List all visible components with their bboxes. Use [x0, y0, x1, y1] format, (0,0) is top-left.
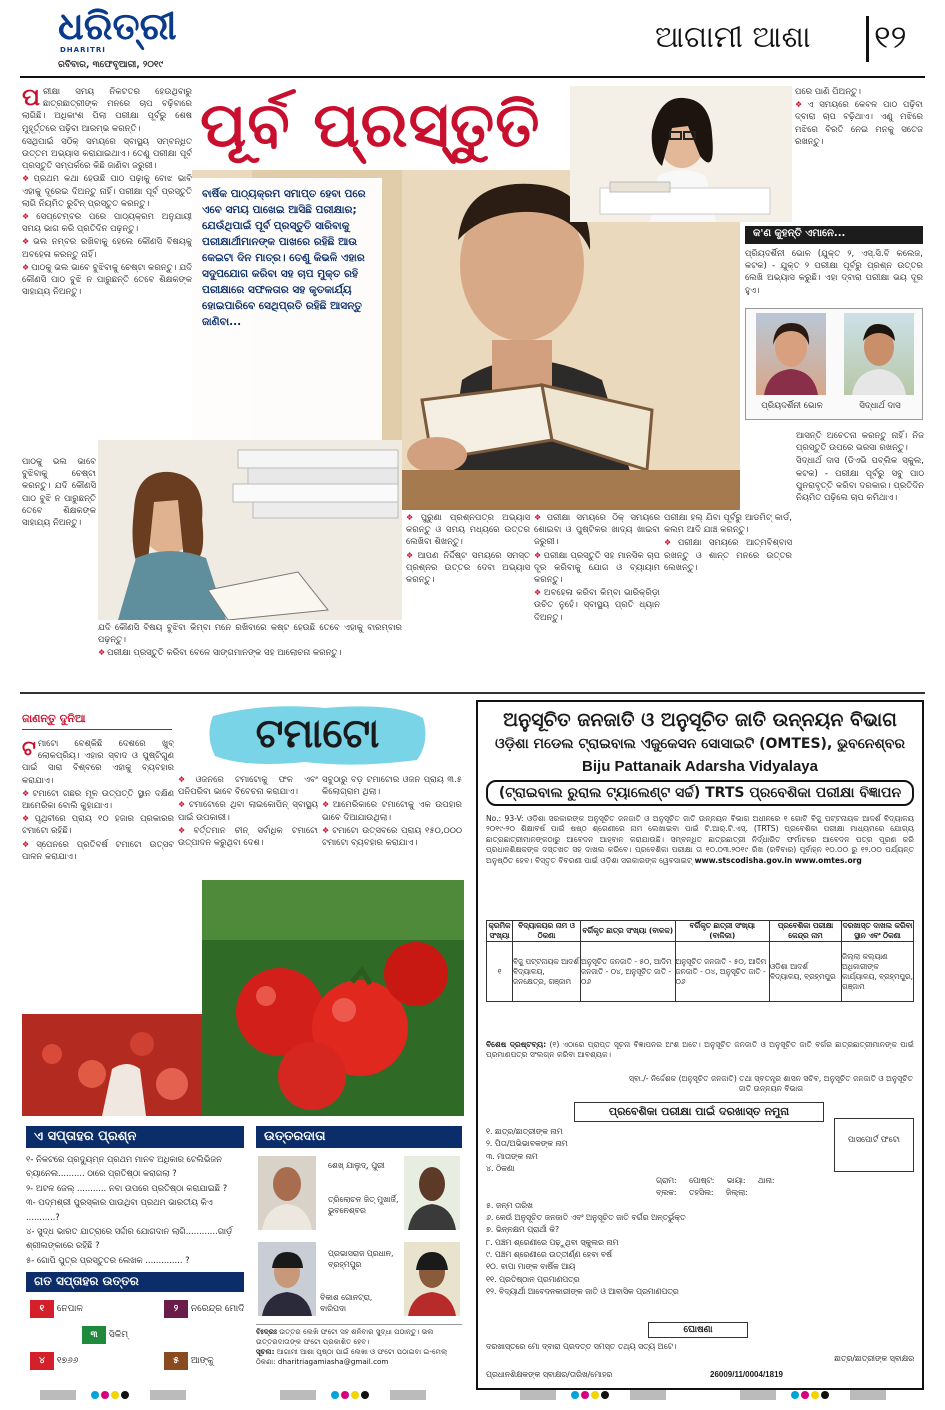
feature-col5 — [664, 512, 792, 684]
feature-para: ସିଦ୍ଧାର୍ଥ ଦାସ (ଡିଏଭି ପବ୍ଲିକ ସ୍କୁଲ, କଟକ) - ପରୀକ୍ଷା ପୂର୍ବରୁ ସବୁ ପାଠ ପୁନରାବୃତ୍ତି କରିବା ଦରକାର। ପ୍ରତିଦିନ ନିୟମିତ ପଢ଼ିଲେ ଚାପ କମିଥାଏ। — [796, 456, 924, 504]
rules-label: ବିଃଦ୍ରଃ — [256, 1327, 277, 1336]
feature-col3 — [406, 512, 530, 684]
ad-table-cell: ଅନୁସୂଚିତ ଜନଜାତି - ୫୦, ଆଦିମ ଜନଜାତି - ୦୪, ଅନୁସୂଚିତ ଜାତି - ୦୬ — [581, 942, 676, 1002]
rules-text: ଉତ୍ତର ଲେଖି ଫଟୋ ସହ ଶନିବାର ସୁଦ୍ଧା ପଠାନ୍ତୁ। ଭଲ ଉତ୍ତରଦାତାଙ୍କ ଫଟୋ ପ୍ରକାଶିତ ହେବ। — [256, 1327, 434, 1346]
ad-form-title: ପ୍ରବେଶିକା ପରୀକ୍ଷା ପାଇଁ ଦରଖାସ୍ତ ନମୁନା — [574, 1102, 824, 1122]
feature-para: ପରୀକ୍ଷା ହଲ୍ ଯିବା ପୂର୍ବରୁ ଆଡମିଟ୍ କାର୍ଡ, କଲମ ଆଦି ଯାଞ୍ଚ କରନ୍ତୁ। — [664, 513, 792, 536]
quiz-title: ଏ ସପ୍ତାହର ପ୍ରଶ୍ନ — [26, 1126, 244, 1148]
form-field: ୩. ମାତାଙ୍କ ନାମ — [486, 1151, 538, 1161]
student-tip-header: କ'ଣ କୁହନ୍ତି ଏମାନେ... — [745, 226, 923, 244]
ad-note-label: ବିଶେଷ ଦ୍ରଷ୍ଟବ୍ୟ: — [486, 1040, 547, 1049]
feature-para: ରୀକ୍ଷା ସମୟ ନିକଟତର ହେଉଥିବାରୁ ଛାତ୍ରଛାତ୍ରୀଙ୍କ ମନରେ ଚାପ ବଢ଼ିବାରେ ଲାଗିଛି। ଅଧିକାଂଶ ପିଲା ପରୀକ୍ଷା ପୂର୍ବରୁ ଶେଷ ମୁହୂର୍ତ୍ତରେ ପଢ଼ିବା ଆରମ୍ଭ କରନ୍ତି। — [22, 87, 192, 134]
ad-link-omtes[interactable]: www.omtes.org — [794, 855, 862, 865]
answer-item — [30, 1352, 78, 1370]
person-icon — [404, 1242, 460, 1316]
answer-text: ଆଙ୍କୁ — [190, 1356, 214, 1366]
ad-body — [486, 814, 914, 916]
answer-num: ୧ — [30, 1300, 54, 1318]
answerer-photo — [404, 1242, 460, 1316]
section-title: ଆଗାମୀ ଆଶା — [655, 20, 811, 55]
ad-photo-box: ପାସପୋର୍ଟ ଫଟୋ — [834, 1118, 914, 1172]
feature-para: ❖ ସେପ୍ଟେମ୍ବର ପରେ ପାଠ୍ୟକ୍ରମ ଅନୁଯାୟୀ ସମୟ ଭାଗ କରି ପ୍ରତିଦିନ ପଢ଼ନ୍ତୁ। — [22, 211, 192, 235]
answerers-grid — [256, 1152, 462, 1320]
caption-left: ପ୍ରିୟଦର୍ଶିନୀ ଭୋଳ — [761, 401, 823, 411]
answer-item — [30, 1300, 83, 1318]
ad-declaration-title: ଘୋଷଣା — [648, 1322, 748, 1338]
ad-table-header-row — [487, 921, 914, 942]
portrait-female-icon — [756, 313, 826, 395]
answerer-photo — [258, 1156, 316, 1230]
answer-num: ୨ — [164, 1300, 188, 1318]
address-label: ସୂଚନା: — [256, 1347, 275, 1356]
form-address-label: ବ୍ଲକ: — [656, 1188, 677, 1198]
feature-para: ପରେ ପାଣି ପିଅନ୍ତୁ। — [795, 87, 861, 97]
feature-headline: ପୂର୍ବ ପ୍ରସ୍ତୁତି — [200, 88, 541, 161]
tomato-col2 — [178, 774, 318, 874]
feature-para: ପାଠକୁ ଭଲ ଭାବେ ବୁଝିବାକୁ ଚେଷ୍ଟା କରନ୍ତୁ। ଯଦି କୌଣସି ପାଠ ବୁଝି ନ ପାରୁଛନ୍ତି ତେବେ ଶିକ୍ଷକଙ୍କ ସାହାଯ୍ୟ ନିଅନ୍ତୁ। — [22, 457, 96, 529]
ad-table-cell: ବିଜୁ ପଟ୍ଟନାୟକ ଆଦର୍ଶ ବିଦ୍ୟାଳୟ, ଜନକ୍ଷେତ୍ର, ଗଞ୍ଜାମ — [513, 942, 581, 1002]
feature-para: ❖ ଆପଣ ନିର୍ଦ୍ଦିଷ୍ଟ ସମୟରେ ସମସ୍ତ ପ୍ରଶ୍ନର ଉତ୍ତର ଦେବା ଅଭ୍ୟାସ କରନ୍ତୁ। — [406, 550, 530, 587]
form-field: ୫. ଜନ୍ମ ତାରିଖ — [486, 1200, 533, 1210]
form-field: ୬. କେଉଁ ଅନୁସୂଚିତ ଜନଜାତି ଏବଂ ଅନୁସୂଚିତ ଜାତି ବର୍ଗର ଅନ୍ତର୍ଭୁକ୍ତ — [486, 1213, 686, 1223]
ad-table-cell: ୧ — [487, 942, 513, 1002]
page-number: ୧୨ — [874, 18, 907, 56]
ad-table-header: ବିଦ୍ୟାଳୟର ନାମ ଓ ଠିକଣା — [513, 921, 581, 942]
answer-num: ୩ — [82, 1326, 106, 1344]
tomato-festival-photo — [22, 1014, 202, 1116]
form-field: ୪. ଠିକଣା — [486, 1163, 515, 1173]
ad-table-header: ଦରଖାସ୍ତ ଦାଖଲ କରିବା ସ୍ଥାନ ଏବଂ ଠିକଣା — [842, 921, 913, 940]
feature-col1b — [22, 456, 96, 684]
ad-form-fields — [486, 1126, 830, 1298]
tomato-para: ❖ ଓଜନରେ ଟମାଟୋକୁ ଫଳ ଏବଂ ପନିପରିବା ଭାବେ ବିବେଚନା କରାଯାଏ। — [178, 774, 318, 798]
quiz-question: ୫- ଗୋପି ପୁତ୍ର ପ୍ରସ୍ତୁତର ଲେଖକ .............. ? — [26, 1254, 190, 1265]
ad-table-cell: ଓଡ଼ିଶା ଆଦର୍ଶ ବିଦ୍ୟାଳୟ, ବ୍ରହ୍ମପୁର — [770, 942, 842, 1002]
answerer-name: ତ୍ରିଲୋଚନ ଜିତ୍ ମୁଖାର୍ଜି, ଭୁବନେଶ୍ବର — [328, 1195, 399, 1215]
ad-note-text: (୧) ଏଠାରେ ପ୍ରାପ୍ତ ସୂଚନା ବିଜ୍ଞାପନର ଅଂଶ ଅଟେ। ଅନୁସୂଚିତ ଜନଜାତି ଓ ଅନୁସୂଚିତ ଜାତି ବର୍ଗର ଛାତ୍ରଛାତ୍ରୀମାନଙ୍କ ପାଇଁ ପ୍ରମାଣପତ୍ର ସଂଲଗ୍ନ କରିବା ଆବଶ୍ୟକ। — [486, 1040, 914, 1060]
answer-text: ନେପାଳ — [56, 1304, 83, 1314]
ad-box — [476, 700, 924, 1390]
portrait-siddharth — [844, 313, 914, 395]
answerer-photo — [404, 1156, 460, 1230]
feature-para: ଆସନ୍ତି ଅଚେତନା କରନ୍ତୁ ନାହିଁ। ନିଜ ପ୍ରସ୍ତୁତି ଉପରେ ଭରସା ରଖନ୍ତୁ। — [796, 431, 924, 454]
section-divider — [866, 16, 869, 62]
answer-item — [164, 1352, 214, 1370]
feature-col2 — [98, 622, 402, 684]
ad-sig-head: ପ୍ରଧାନଶିକ୍ଷକଙ୍କ ସ୍ବାକ୍ଷର/ତାରିଖ/ମୋହର — [486, 1370, 613, 1379]
ad-table-header: ପ୍ରବେଶିକା ପରୀକ୍ଷା କେନ୍ଦ୍ର ନାମ — [770, 921, 842, 942]
ad-subtitle: ଓଡ଼ିଶା ମଡେଲ ଟ୍ରାଇବାଲ ଏଜୁକେସନ ସୋସାଇଟି (OMTES), ଭୁବନେଶ୍ବର — [495, 736, 905, 752]
feature-col4 — [534, 512, 660, 684]
feature-para: ❖ ପରୀକ୍ଷା ପ୍ରସ୍ତୁତି ସହ ମାନସିକ ଚାପ ଦୂର କରିବାକୁ ଯୋଗ ଓ ବ୍ୟାୟାମ କରନ୍ତୁ। — [534, 550, 660, 587]
tomato-para: ❖ ଟମାଟୋରେ ଥିବା ଲାଇକୋପିନ୍ ସ୍ବାସ୍ଥ୍ୟ ପାଇଁ ଉପକାରୀ। — [178, 799, 318, 823]
feature-para: ❖ ପ୍ରଥମ କଥା ହେଉଛି ପାଠ ପଢ଼ାକୁ ବୋଝ ଭାବି ଏହାକୁ ଦୂରେଇ ଦିଅନ୍ତୁ ନାହିଁ। ପରୀକ୍ଷା ପୂର୍ବ ପ୍ରସ୍ତୁତି ଲାଗି ନିୟମିତ ରୁଟିନ୍ ପ୍ରସ୍ତୁତ କରନ୍ତୁ। — [22, 173, 192, 210]
ad-table-header: ବର୍ଗିକୃତ ଛାତ୍ର ସଂଖ୍ୟା (ବାଳକ) — [581, 921, 676, 942]
form-address-label: ପୋଷ୍ଟ: — [689, 1176, 715, 1186]
form-address-label: ଥାନା: — [757, 1176, 775, 1186]
ad-table-row — [487, 942, 914, 1002]
answer-num: ୪ — [30, 1352, 54, 1370]
person-icon — [258, 1156, 316, 1230]
answerer-name: ପ୍ରଭାସରାଜ ପ୍ରଧାନ, ବ୍ରହ୍ମପୁର — [328, 1249, 394, 1269]
feature-para: ❖ ପୁରୁଣା ପ୍ରଶ୍ନପତ୍ର ଅଭ୍ୟାସ କରନ୍ତୁ ଓ ସମୟ ମଧ୍ୟରେ ଉତ୍ତର ଲେଖିବା ଶିଖନ୍ତୁ। — [406, 512, 530, 549]
quiz-question: ୨- ଅଟଳ ଜେଲ୍ ........... ନବା ଉପରେ ପ୍ରତିଷ୍ଠା କରାଯାଇଛି ? — [26, 1182, 228, 1193]
person-icon — [404, 1156, 460, 1230]
form-field: ୧୨. ବିଦ୍ୟାର୍ଥୀ ଆବେଦନକାରୀଙ୍କ ଜାତି ଓ ଆବାସିକ ପ୍ରମାଣପତ୍ର — [486, 1286, 679, 1296]
tomato-para: ❖ ବର୍ତ୍ତମାନ ଚୀନ୍ ସର୍ବାଧିକ ଟମାଟୋ ଉତ୍ପାଦନ କରୁଥିବା ଦେଶ। — [178, 825, 318, 849]
print-registration-strip — [0, 1386, 945, 1404]
quiz-question: ୧- ନିକଟରେ ପ୍ରଦ୍ୟୁମ୍ନ ପ୍ରଥମ ମାନବ ଅଧିକାର ଟେଲିଭିଜନ ଚ୍ୟାନେଲ.......... ଠାରେ ପ୍ରତିଷ୍ଠା କରାଗଲା ? — [26, 1154, 222, 1179]
ad-code: 26009/11/0004/1819 — [710, 1370, 783, 1379]
ad-link-stsc[interactable]: www.stscodisha.gov.in — [694, 855, 793, 865]
answer-item — [82, 1326, 128, 1344]
last-week-answers — [26, 1296, 246, 1372]
tomato-para: ❖ ଟମାଟୋ ଉତ୍ସବରେ ପ୍ରାୟ ୧୫୦,୦୦୦ ଟମାଟୋ ବ୍ୟବହାର କରାଯାଏ। — [322, 825, 462, 849]
feature-para: ❖ ପରୀକ୍ଷା ସମୟରେ ଠିକ୍ ସମୟରେ ଶୋଇବା ଓ ପୁଷ୍ଟିକର ଖାଦ୍ୟ ଖାଇବା ଜରୁରୀ। — [534, 512, 660, 549]
form-address-label: ତହସିଲ: — [688, 1188, 714, 1198]
answerer-photo — [258, 1242, 316, 1316]
form-field: ୧୧. ପ୍ରତିଷ୍ଠାନ ପ୍ରମାଣପତ୍ର — [486, 1274, 580, 1284]
answer-num: ୫ — [164, 1352, 188, 1370]
tomato-para: ମାଟୋ ବେଶ୍‌କିଛି ଦେଶରେ ଖୁବ୍ ଲୋକପ୍ରିୟ। ଏହାର ସ୍ବାଦ ଓ ପୁଷ୍ଟିଗୁଣ ପାଇଁ ସାରା ବିଶ୍ବରେ ଏହାକୁ ବ୍ୟବହାର କରାଯାଏ। — [22, 739, 174, 786]
form-field: ୧୦. ବାପା ମାଙ୍କ ବାର୍ଷିକ ଆୟ — [486, 1262, 576, 1272]
section-rule — [20, 692, 925, 694]
answer-text: ୧୭୬୬ — [56, 1356, 79, 1366]
ad-banner: (ଟ୍ରାଇବାଲ ରୁରାଲ ଟ୍ୟାଲେଣ୍ଟ ସର୍ଚ୍ଚ) TRTS ପ୍ରବେଶିକା ପରୀକ୍ଷା ବିଜ୍ଞାପନ — [486, 780, 914, 806]
ad-title: ଅନୁସୂଚିତ ଜନଜାତି ଓ ଅନୁସୂଚିତ ଜାତି ଉନ୍ନୟନ ବିଭାଗ — [503, 709, 897, 731]
tomato-para: ❖ ପୃଥିବୀରେ ପ୍ରାୟ ୧୦ ହଜାର ପ୍ରକାରର ଟମାଟୋ ରହିଛି। — [22, 813, 174, 837]
student-tip-text: ପ୍ରିୟଦର୍ଶିନୀ ଭୋଳ (ଯୁକ୍ତ ୨, ଏସ୍.ସି.ବି କଲେଜ, କଟକ) - ଯୁକ୍ତ ୨ ପରୀକ୍ଷା ପୂର୍ବରୁ ପ୍ରଶ୍ନ ଉତ୍ତର ଲେଖି ଅଭ୍ୟାସ କରୁଛି। ଏହା ଦ୍ବାରା ପରୀକ୍ଷା ଭୟ ଦୂର ହୁଏ। — [745, 249, 923, 296]
ad-body-text: No.: 93-V: ଓଡ଼ିଶା ସରକାରଙ୍କ ଅନୁସୂଚିତ ଜନଜାତି ଓ ଅନୁସୂଚିତ ଜାତି ଉନ୍ନୟନ ବିଭାଗ ଅଧୀନରେ ୧ ଗୋଟି ବିଜୁ ପଟ୍ଟନାୟକ ଆଦର୍ଶ ବିଦ୍ୟାଳୟ ୨୦୧୯-୨୦ ଶିକ୍ଷାବର୍ଷ ପାଇଁ ଷଷ୍ଠ ଶ୍ରେଣୀରେ ନାମ ଲେଖାଇବା ପାଇଁ ଟି.ଆର୍.ଟି.ଏସ୍. (TRTS) ପ୍ରବେଶିକା ପରୀକ୍ଷା ମାଧ୍ୟମରେ ଯୋଗ୍ୟ ଛାତ୍ରଛାତ୍ରୀମାନଙ୍କଠାରୁ ଆବେଦନ ଆହ୍ବାନ କରାଯାଉଛି। ସମ୍ବନ୍ଧିତ ଛାତ୍ରଛାତ୍ରୀ ନିର୍ଦ୍ଧାରିତ ଫର୍ମାଟରେ ଆବେଦନ ପତ୍ର ପୂରଣ କରି ପ୍ରଧାନଶିକ୍ଷକଙ୍କ ଦସ୍ତଖତ ସହ ଦାଖଲ କରିବେ। ପ୍ରବେଶିକା ପରୀକ୍ଷା ତା ୧୦.୦୩.୨୦୧୯ ରିଖ (ରବିବାର) ପୂର୍ବାହ୍ନ ୧୦.୦୦ ରୁ ୧୨.୦୦ ପର୍ଯ୍ୟନ୍ତ ଅନୁଷ୍ଠିତ ହେବ। ବିସ୍ତୃତ ବିବରଣୀ ପାଇଁ ଓଡ଼ିଶା ସରକାରଙ୍କ ୱେବସାଇଟ୍ — [486, 814, 914, 865]
tomato-dropcap: ଟ — [22, 738, 36, 760]
feature-para: ❖ ପରୀକ୍ଷା ପ୍ରସ୍ତୁତି କରିବା ବେଳେ ସାଙ୍ଗମାନଙ୍କ ସହ ଆଲୋଚନା କରନ୍ତୁ। — [98, 647, 402, 659]
form-address-label: ଭାୟା: — [726, 1176, 746, 1186]
ad-school: Biju Pattanaik Adarsha Vidyalaya — [582, 758, 818, 775]
student-portraits — [745, 308, 923, 420]
email-link[interactable]: dharitriagamiasha@gmail.com — [277, 1357, 389, 1366]
masthead — [0, 0, 945, 84]
ad-declaration: ଦରଖାସ୍ତରେ ମୋ ଦ୍ବାରା ପ୍ରଦତ୍ତ ସମସ୍ତ ତଥ୍ୟ ସତ୍ୟ ଅଟେ। — [486, 1342, 677, 1351]
girl-books-illustration — [98, 440, 402, 620]
tomato-col1 — [22, 738, 174, 1010]
feature-para: ❖ ପାଠକୁ ଭଲ ଭାବେ ବୁଝିବାକୁ ଚେଷ୍ଟା କରନ୍ତୁ। ଯଦି କୌଣସି ପାଠ ବୁଝି ନ ପାରୁଛନ୍ତି ତେବେ ଶିକ୍ଷକଙ୍କ ସାହାଯ୍ୟ ନିଅନ୍ତୁ। — [22, 262, 192, 299]
tomato-para: ❖ ଆମେରିକାରେ ଟମାଟୋକୁ ଏକ ଉପହାର ଭାବେ ଦିଆଯାଉଥିଲା। — [322, 799, 462, 823]
feature-para: ❖ ଅବହେଳା କରିବା କିମ୍ବା ଭାରିକ୍ରିଡ଼ା ଉଚିତ ନୁହେଁ। ସ୍ବାସ୍ଥ୍ୟ ପ୍ରତି ଧ୍ୟାନ ଦିଅନ୍ତୁ। — [534, 587, 660, 624]
masthead-logo-sub: DHARITRI — [60, 46, 106, 54]
ad-table-cell: ଜିଲ୍ଲା କଲ୍ୟାଣ ଅଧିକାରୀଙ୍କ କାର୍ଯ୍ୟାଳୟ, ବ୍ରହ୍ମପୁର, ଗଞ୍ଜାମ — [842, 942, 914, 1002]
person-icon — [258, 1242, 316, 1316]
masthead-rule — [20, 76, 925, 78]
registration-marks — [0, 1386, 945, 1404]
tomato-para: ସବୁଠାରୁ ବଡ଼ ଟମାଟୋର ଓଜନ ପ୍ରାୟ ୩.୫ କିଲୋଗ୍ରାମ ଥିଲା। — [322, 775, 462, 798]
form-field: ୭. ଭିନ୍ନକ୍ଷମ ପ୍ରାର୍ଥୀ କି? — [486, 1225, 560, 1235]
feature-para: ❖ ଭଲ ନମ୍ବର ରଖିବାକୁ ହେଲେ କୌଣସି ବିଷୟକୁ ଅବହେଳା କରନ୍ତୁ ନାହିଁ। — [22, 236, 192, 260]
feature-photo-girl-books — [98, 440, 402, 620]
caption-right: ସିଦ୍ଧାର୍ଥ ଦାସ — [859, 401, 901, 411]
tomato-title: ଟମାଟୋ — [255, 711, 380, 757]
answerers-title: ଉତ୍ତରଦାତା — [256, 1126, 462, 1148]
form-field: ୨. ପିତା/ଅଭିଭାବକଙ୍କ ନାମ — [486, 1139, 568, 1149]
tomato-para: ❖ ଟମାଟୋ ଗଛର ମୂଳ ଉତ୍ପତ୍ତି ସ୍ଥାନ ଦକ୍ଷିଣ ଆମେରିକା ବୋଲି କୁହାଯାଏ। — [22, 788, 174, 812]
form-field: ୮. ପଞ୍ଚମ ଶ୍ରେଣୀରେ ପଢ଼ୁଥିବା ସ୍କୁଲର ନାମ — [486, 1237, 619, 1247]
answerers-rules — [256, 1324, 462, 1376]
feature-para: ❖ ପରୀକ୍ଷା ସମୟରେ ଆତ୍ମବିଶ୍ବାସ ରଖନ୍ତୁ ଓ ଶାନ୍ତ ମନରେ ଉତ୍ତର ଲେଖନ୍ତୁ। — [664, 537, 792, 574]
masthead-dateline: ରବିବାର, ୩ଫେବୃଆରୀ, ୨୦୧୯ — [58, 60, 164, 70]
student-tip-body — [745, 248, 923, 306]
feature-para: ସେଥିପାଇଁ ସଠିକ୍ ସମୟରେ ସ୍ବାସ୍ଥ୍ୟ ସମ୍ବନ୍ଧିତ ଉତ୍ତମ ଅଭ୍ୟାସ କରାଯାଇଥାଏ। ତେଣୁ ପରୀକ୍ଷା ପୂର୍ବ ପ୍ରସ୍ତୁତି ସମ୍ପର୍କରେ କିଛି ଜାଣିବା ଜରୁରୀ। — [22, 136, 192, 172]
feature-callout-text: ବାର୍ଷିକ ପାଠ୍ୟକ୍ରମ ସମାପ୍ତ ହେବା ପରେ ଏବେ ସମୟ ପାଖେଇ ଆସିଛି ପରୀକ୍ଷାର; ଯେଉଁଥିପାଇଁ ପୂର୍ବ ପ୍ରସ୍ତୁତି ସାରିବାକୁ ପରୀକ୍ଷାର୍ଥୀମାନଙ୍କ ପାଖରେ ରହିଛି ଆଉ କେଇଟା ଦିନ ମାତ୍ର। ତେଣୁ କିଭଳି ଏହାର ସଦୁପଯୋଗ କରିବା ସହ ଚାପ ମୁକ୍ତ ରହି ପରୀକ୍ଷାରେ ସଫଳତାର ସହ କୃତକାର୍ଯ୍ୟ ହୋଇପାରିବେ ସେଥିପ୍ରତି ରହିଛି ଆସନ୍ତୁ ଜାଣିବା... — [202, 188, 366, 328]
portrait-priyadarshini — [756, 313, 826, 395]
form-field: ୯. ପଞ୍ଚମ ଶ୍ରେଣୀରେ ଉତ୍ତୀର୍ଣ୍ଣ ହେବା ବର୍ଷ — [486, 1249, 612, 1259]
answer-text: ନରେନ୍ଦ୍ର ମୋଦି — [190, 1304, 245, 1314]
form-address-label: ଜିଲ୍ଲା: — [725, 1188, 748, 1198]
form-address-row — [486, 1187, 830, 1199]
portrait-male-icon — [844, 313, 914, 395]
answerer-name: ବିକାଶ ଗୋନଟ୍ରା, ବାରିପଦା — [320, 1293, 373, 1313]
answerer-name: ଶେଖ୍ ଯାଲୁଦ୍, ପୁରୀ — [328, 1161, 385, 1170]
tomato-para: ❖ ସ୍ପେନରେ ପ୍ରତିବର୍ଷ ଟମାଟୋ ଉତ୍ସବ ପାଳନ କରାଯାଏ। — [22, 839, 174, 863]
tomato-title-banner — [205, 702, 430, 768]
feature-col6b — [796, 430, 924, 684]
answer-item — [164, 1300, 244, 1318]
feature-photo-stressed-girl — [570, 86, 792, 222]
ad-table-header: କ୍ରମିକ ସଂଖ୍ୟା — [488, 921, 511, 940]
tomato-illustration — [202, 880, 464, 1116]
tomato-festival-illustration — [22, 1014, 202, 1116]
tomato-photo — [202, 880, 464, 1116]
masthead-logo: ଧରିତ୍ରୀ — [58, 3, 177, 48]
address-text: ଆଗାମୀ ଆଶା ପୃଷ୍ଠା ପାଇଁ ଲେଖା ଓ ଫଟୋ ପଠାଇବା ଇ-ମେଲ୍ ଠିକଣା: — [256, 1347, 448, 1366]
quiz-question: ୩- ପଦ୍ମଶ୍ରୀ ପୁରସ୍କାର ପାଉଥିବା ପ୍ରଥମ ଭାରତୀୟ କିଏ ...........? — [26, 1197, 213, 1222]
feature-para: ❖ ଏ ସମୟରେ କେବଳ ପାଠ ପଢ଼ିବା ଦ୍ବାରା ଚାପ ବଢ଼ିଥାଏ। ଏଣୁ ମଝିରେ ମଝିରେ ବିରତି ନେଇ ମନକୁ ସତେଜ ରଖନ୍ତୁ। — [795, 99, 923, 148]
ad-sig-student: ଛାତ୍ର/ଛାତ୍ରୀଙ୍କ ସ୍ବାକ୍ଷର — [834, 1354, 914, 1363]
feature-col1 — [22, 86, 192, 454]
last-week-title: ଗତ ସପ୍ତାହର ଉତ୍ତର — [26, 1272, 244, 1292]
answer-text: ସିକିମ୍ — [108, 1330, 129, 1340]
ad-note — [486, 1040, 914, 1064]
quiz-questions — [26, 1152, 246, 1267]
stressed-girl-illustration — [570, 86, 792, 222]
ad-table-header: ବର୍ଗିକୃତ ଛାତ୍ରୀ ସଂଖ୍ୟା (ବାଳିକା) — [675, 921, 770, 942]
ad-signatory: ସ୍ବା./- ନିର୍ଦ୍ଦେଶକ (ଅନୁସୂଚିତ ଜନଜାତି) ତଥା ସ୍ବତନ୍ତ୍ର ଶାସନ ସଚିବ, ଅନୁସୂଚିତ ଜନଜାତି ଓ ଅନୁସୂଚିତ ଜାତି ଉନ୍ନୟନ ବିଭାଗ — [628, 1074, 914, 1094]
ad-table-cell: ଅନୁସୂଚିତ ଜନଜାତି - ୫୦, ଆଦିମ ଜନଜାତି - ୦୪, ଅନୁସୂଚିତ ଜାତି - ୦୬ — [675, 942, 770, 1002]
feature-para: ଯଦି କୌଣସି ବିଷୟ ବୁଝିବା କିମ୍ବା ମନେ ରଖିବାରେ କଷ୍ଟ ହେଉଛି ତେବେ ଏହାକୁ ବାରମ୍ବାର ପଢ଼ନ୍ତୁ। — [98, 623, 402, 646]
feature-callout — [192, 178, 382, 448]
feature-col6 — [795, 86, 923, 222]
quiz-question: ୪- ସୁଦ୍ଧ ଭାରତ ଯାତ୍ରାରେ ସର୍ଦ୍ଦାର ଯୋଗଦାନ ଲାଗି............ଗାର୍ଡ଼ ଶ୍ରୀଲଙ୍କାରେ ରହିଛି ? — [26, 1226, 233, 1251]
did-you-know-kicker: ଜାଣନ୍ତୁ ଦୁନିଆ — [22, 712, 172, 730]
form-field: ୧. ଛାତ୍ର/ଛାତ୍ରୀଙ୍କ ନାମ — [486, 1127, 563, 1136]
tomato-col3 — [322, 774, 462, 874]
form-address-row — [486, 1175, 830, 1187]
ad-table — [486, 920, 914, 1002]
feature-dropcap: ପ — [22, 86, 40, 111]
form-address-label: ଗ୍ରାମ: — [656, 1176, 677, 1186]
